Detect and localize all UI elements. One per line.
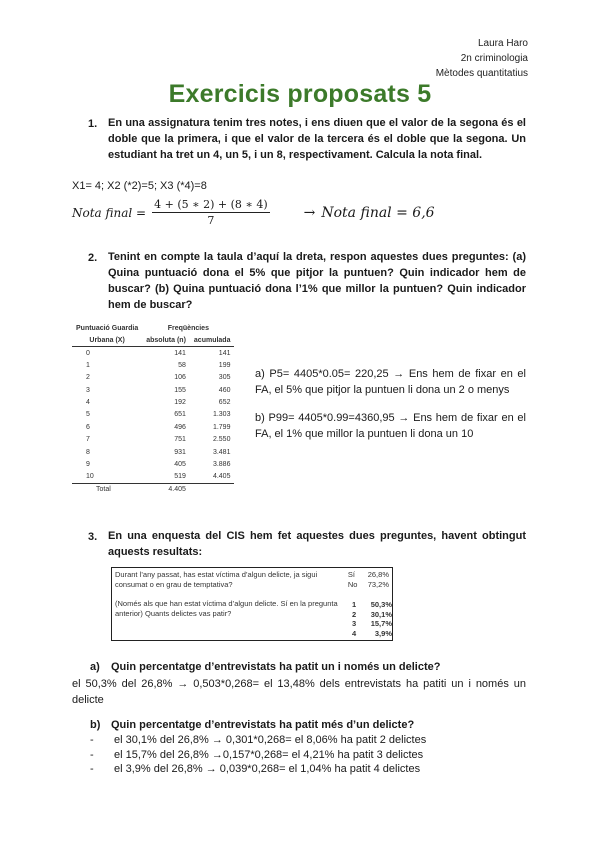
table-row [72,471,234,483]
table-cell-cumulative: 652 [218,399,231,407]
table-row [72,396,234,408]
cis-q2-option-label: 4 [352,628,357,638]
table-cell-cumulative: 3.481 [212,448,231,456]
table-cell-absolute: 141 [174,349,186,357]
table-cell-cumulative: 3.886 [212,460,231,468]
table-group-header: Freqüències [167,324,209,332]
table-cell-absolute: 519 [174,473,186,481]
cis-q1-option-value: 26,8% [367,570,389,579]
q1-result: Nota final = 6,6 [321,204,435,221]
table-cell-score: 8 [86,448,90,456]
table-cell-cumulative: 460 [218,386,231,394]
table-cell-score: 5 [86,411,90,419]
q3-text: En una enquesta del CIS hem fet aquestes dues preguntes, havent obtingut aquests resultats: [108,530,526,558]
cis-results-box [111,567,393,641]
table-cell-absolute: 192 [174,399,186,407]
table-cell-absolute: 405 [174,460,186,468]
table-total-label: Total [96,486,111,494]
table-row [72,434,234,446]
table-cell-score: 7 [86,436,90,444]
table-row [72,446,234,458]
subject-name: Mètodes quantitatius [435,68,528,79]
q1-formula-fraction [152,198,270,227]
page-title: Exercicis proposats 5 [168,80,432,108]
cis-question-1: Durant l’any passat, has estat víctima d’algun delicte, ja sigui consumat o en grau de temptativa? [115,570,318,589]
table-cell-absolute: 155 [174,386,186,394]
table-row [72,409,234,421]
table-cell-absolute: 651 [174,411,186,419]
table-cell-cumulative: 1.303 [212,411,231,419]
frequency-table [72,322,234,495]
cis-q2-option-value: 15,7% [370,619,392,628]
table-cell-cumulative: 2.550 [212,436,231,444]
table-row [72,384,234,396]
table-cell-score: 10 [86,473,94,481]
list-item: - el 30,1% del 26,8% → 0,301*0,268= el 8,06% ha patit 2 delictes [90,733,530,748]
table-row [72,458,234,470]
table-col1-header-line2: Urbana (X) [89,336,125,344]
q1-formula [72,198,435,227]
cis-q2-option-value: 3,9% [374,628,392,638]
q1-formula-label: Nota final = [72,205,147,220]
q3a-answer: el 50,3% del 26,8% → 0,503*0,268= el 13,48% dels entrevistats ha patiti un i només un delicte [72,678,526,706]
table-row [72,421,234,433]
table-cell-absolute: 58 [178,361,186,369]
table-cell-score: 2 [86,374,90,382]
q2-answer-a: a) P5= 4405*0.05= 220,25 → Ens hem de fixar en el FA, el 5% que pitjor la puntuen li dona un 2 o menys [255,368,526,396]
course-name: 2n criminologia [460,53,528,64]
table-col1-header-line1: Puntuació Guardia [76,324,139,332]
table-col3-header: acumulada [193,336,231,344]
q3b-question: Quin percentatge d’entrevistats ha patit més d’un delicte? [111,719,415,731]
table-cell-cumulative: 199 [218,361,231,369]
q2-number: 2. [88,252,98,264]
cis-q1-option-value: 73,2% [367,580,389,589]
cis-q2-option-label: 2 [352,609,357,619]
table-cell-absolute: 106 [174,374,186,382]
table-row [72,347,234,359]
cis-q2-option-label: 3 [352,619,357,628]
table-cell-score: 0 [86,349,90,357]
q3a-label: a) [90,661,100,673]
table-row [72,359,234,371]
q3a-question: Quin percentatge d’entrevistats ha patit un i només un delicte? [111,661,441,673]
table-cell-cumulative: 4.405 [212,473,231,481]
table-cell-cumulative: 1.799 [212,423,231,431]
table-cell-score: 9 [86,460,90,468]
table-cell-score: 4 [86,399,90,407]
q1-text: En una assignatura tenim tres notes, i ens diuen que el valor de la segona és el doble que la primera, i que el valor de la tercera és el doble que la segona. Un estudiant ha tret un 4, un 5, i un 8, respectivament. Calcula la nota final. [108,117,526,161]
q1-values-line: X1= 4; X2 (*2)=5; X3 (*4)=8 [72,180,207,192]
cis-q2-option-value: 30,1% [370,609,392,619]
cis-q2-option-value: 50,3% [370,600,392,609]
table-cell-absolute: 931 [174,448,186,456]
author-name: Laura Haro [477,38,528,49]
table-cell-cumulative: 305 [218,374,231,382]
cis-q1-option-label: Sí [347,570,355,579]
q2-answer-b: b) P99= 4405*0.99=4360,95 → Ens hem de fixar en el FA, el 1% que millor la puntuen li dona un 10 [255,412,526,440]
table-total-value: 4.405 [168,486,186,494]
list-item: - el 15,7% del 26,8% →0,157*0,268= el 4,21% ha patit 3 delictes [90,748,530,763]
cis-q1-option-label: No [347,580,358,589]
q1-number: 1. [88,118,98,130]
table-cell-score: 3 [86,386,90,394]
table-cell-score: 1 [86,361,90,369]
q1-formula-numerator: 4 + (5 ∗ 2) + (8 ∗ 4) [154,198,268,211]
cis-question-2: (Només als que han estat víctima d’algun delicte. Sí en la pregunta anterior) Quants delictes vas patir? [115,599,338,618]
table-cell-score: 6 [86,423,90,431]
list-item: - el 3,9% del 26,8% → 0,039*0,268= el 1,04% ha patit 4 delictes [90,762,530,777]
q1-arrow-icon: → [303,204,316,221]
cis-q2-option-label: 1 [352,600,357,609]
table-row [72,372,234,384]
q2-text: Tenint en compte la taula d’aquí la dreta, respon aquestes dues preguntes: (a) Quina puntuació dona el 5% que pitjor la puntuen? Quin indicador hem de buscar? (b) Quina puntuació dona l’1% que millor la puntuen? Quin indicador hem de buscar? [108,251,526,311]
q3b-answer-list [90,733,530,777]
table-cell-absolute: 751 [174,436,186,444]
q3-number: 3. [88,531,98,543]
cis-q2-options [352,600,392,638]
q3b-label: b) [90,719,101,731]
table-col2-header: absoluta (n) [146,336,186,344]
q1-formula-denominator: 7 [207,214,215,227]
table-cell-absolute: 496 [174,423,186,431]
table-cell-cumulative: 141 [218,349,231,357]
